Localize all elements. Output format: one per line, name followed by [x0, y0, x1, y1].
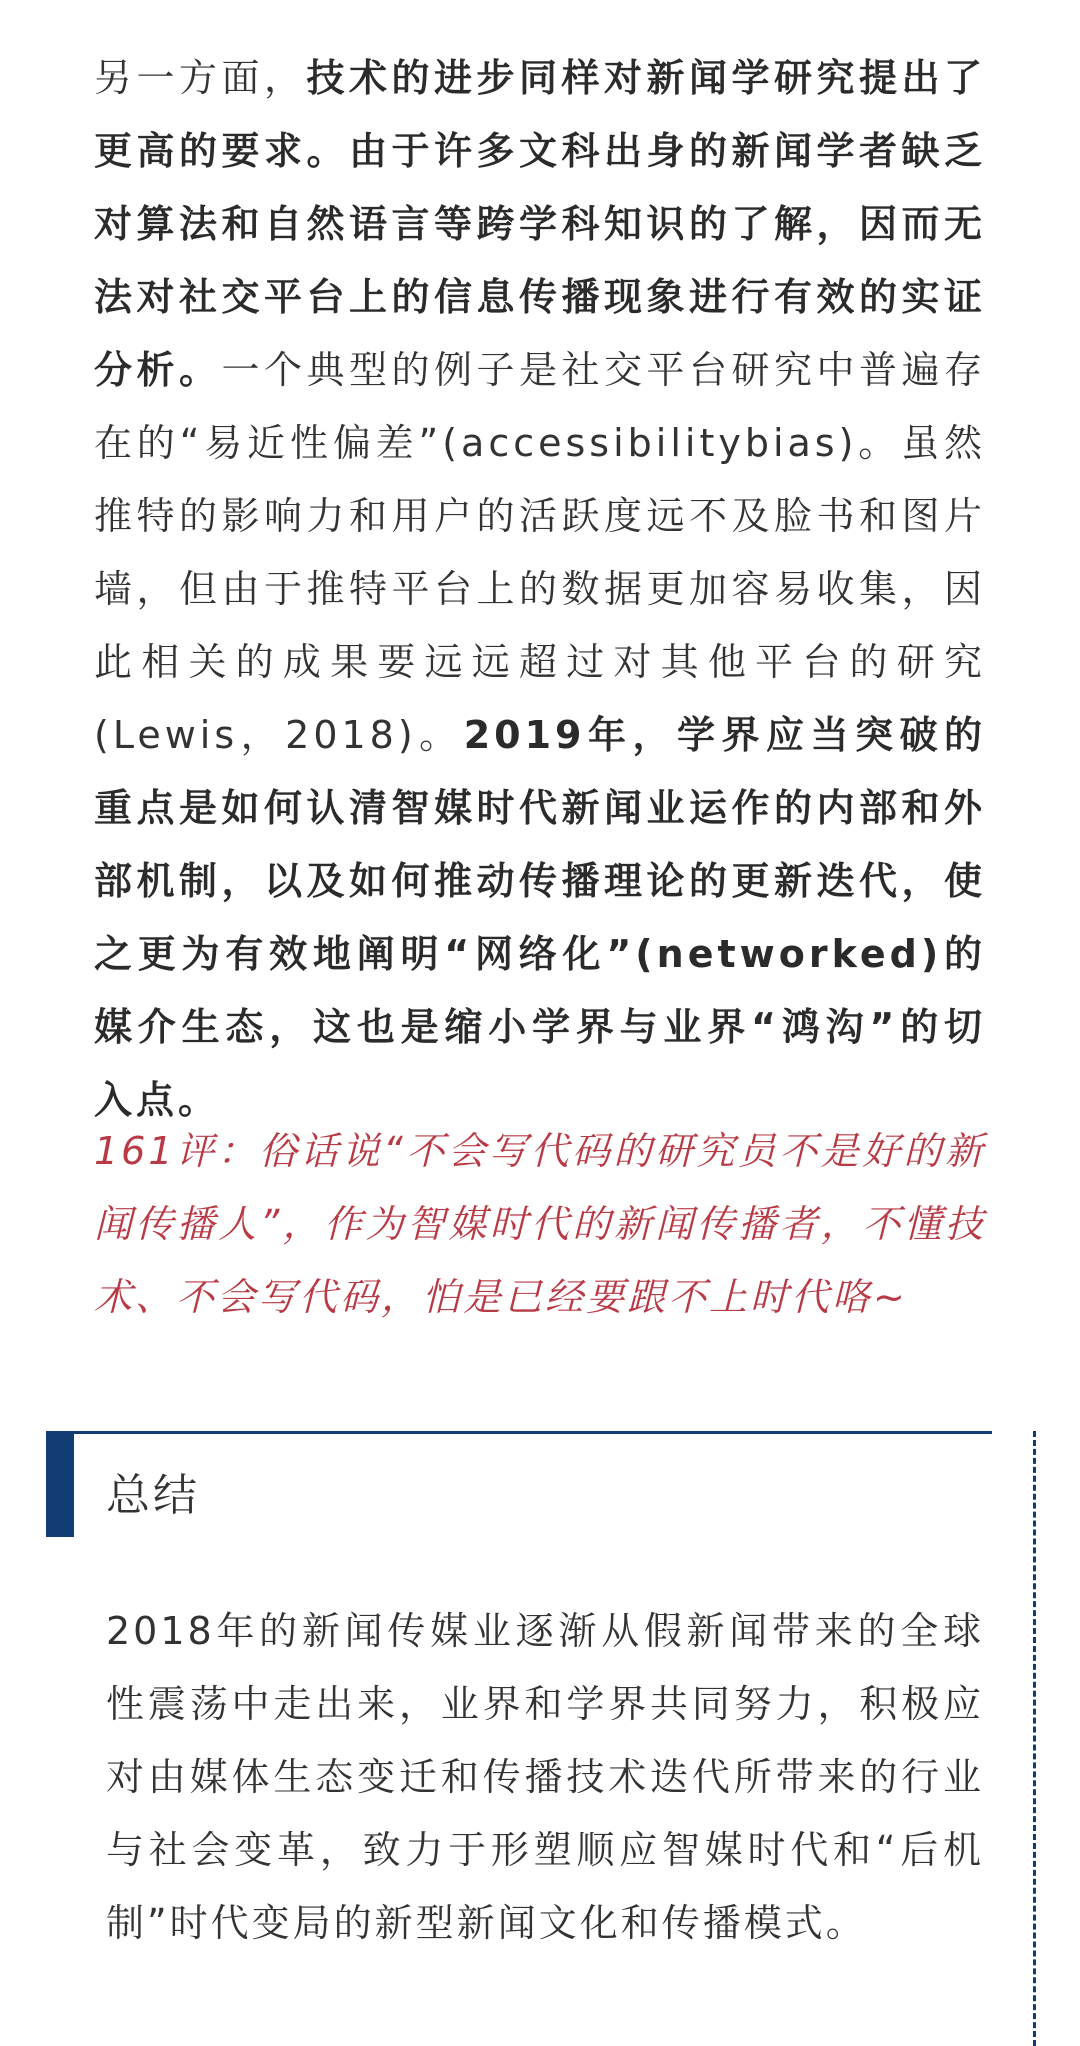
editor-comment: 161评：俗话说“不会写代码的研究员不是好的新闻传播人”，作为智媒时代的新闻传播者，不懂技术、不会写代码，怕是已经要跟不上时代咯~ [94, 1129, 986, 1319]
paragraph-example: 一个典型的例子是社交平台研究中普遍存在的“易近性偏差”(accessibilitybias)。虽然推特的影响力和用户的活跃度远不及脸书和图片墙，但由于推特平台上的数据更加容易收集，因此相关的成果要远远超过对其他平台的研究(Lewis，2018)。 [94, 348, 986, 757]
summary-dashed-border [1033, 1431, 1036, 2046]
summary-divider [46, 1431, 992, 1434]
paragraph-intro: 另一方面， [94, 56, 307, 100]
paragraph-bold-conclusion: 2019年，学界应当突破的重点是如何认清智媒时代新闻业运作的内部和外部机制，以及如何推动传播理论的更新迭代，使之更为有效地阐明“网络化”(networked)的媒介生态，这也是缩小学界与业界“鸿沟”的切入点。 [94, 713, 986, 1122]
paragraph-bold-statement: 技术的进步同样对新闻学研究提出了更高的要求。由于许多文科出身的新闻学者缺乏对算法和自然语言等跨学科知识的了解，因而无法对社交平台上的信息传播现象进行有效的实证分析。 [94, 56, 986, 392]
summary-heading: 总结 [106, 1470, 200, 1521]
summary-accent-bar [46, 1431, 74, 1537]
summary-paragraph: 2018年的新闻传媒业逐渐从假新闻带来的全球性震荡中走出来，业界和学界共同努力，积极应对由媒体生态变迁和传播技术迭代所带来的行业与社会变革，致力于形塑顺应智媒时代和“后机制”时代变局的新型新闻文化和传播模式。 [106, 1609, 984, 1945]
article-paragraph [94, 42, 986, 1137]
